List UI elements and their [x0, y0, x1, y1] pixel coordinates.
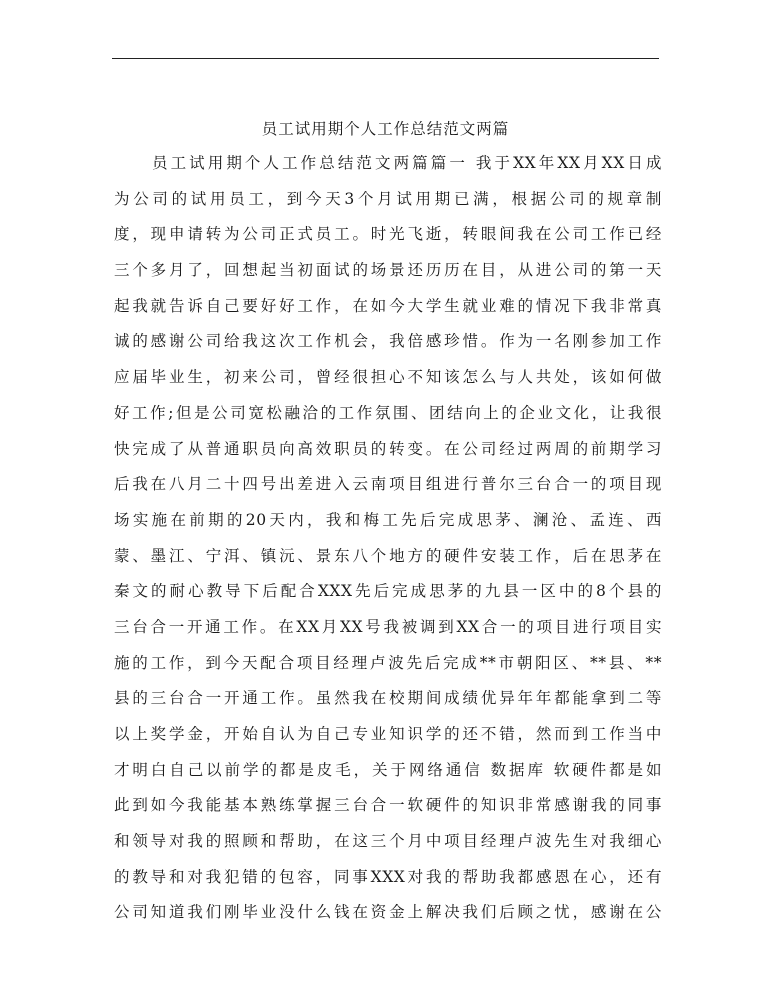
body-line: 才明白自己以前学的都是皮毛，关于网络通信 数据库 软硬件都是如: [114, 760, 662, 779]
body-line: 应届毕业生，初来公司，曾经很担心不知该怎么与人共处，该如何做: [114, 368, 662, 387]
body-line: 诚的感谢公司给我这次工作机会，我倍感珍惜。作为一名刚参加工作: [114, 332, 662, 351]
body-line: 后我在八月二十四号出差进入云南项目组进行普尔三台合一的项目现: [114, 475, 662, 494]
body-line: 和领导对我的照顾和帮助，在这三个月中项目经理卢波先生对我细心: [114, 832, 662, 851]
body-line: 三个多月了，回想起当初面试的场景还历历在目，从进公司的第一天: [114, 261, 662, 280]
body-line: 蒙、墨江、宁洱、镇沅、景东八个地方的硬件安装工作，后在思茅在: [114, 546, 662, 565]
body-line: 为公司的试用员工，到今天3个月试用期已满，根据公司的规章制: [114, 189, 662, 208]
body-line: 以上奖学金，开始自认为自己专业知识学的还不错，然而到工作当中: [114, 725, 662, 743]
body-line: 县的三台合一开通工作。虽然我在校期间成绩优异年年都能拿到二等: [114, 689, 662, 708]
body-line: 场实施在前期的20天内，我和梅工先后完成思茅、澜沧、孟连、西: [114, 510, 662, 529]
body-line: 员工试用期个人工作总结范文两篇篇一 我于XX年XX月XX日成: [152, 154, 662, 172]
document-body: [114, 151, 662, 936]
body-line: 秦文的耐心教导下后配合XXX先后完成思茅的九县一区中的8个县的: [114, 582, 662, 601]
document-title: 员工试用期个人工作总结范文两篇: [261, 120, 510, 138]
body-line: 快完成了从普通职员向高效职员的转变。在公司经过两周的前期学习: [114, 439, 662, 458]
body-line: 三台合一开通工作。在XX月XX号我被调到XX合一的项目进行项目实: [114, 617, 662, 636]
body-line: 的教导和对我犯错的包容，同事XXX对我的帮助我都感恩在心，还有: [114, 867, 662, 886]
header-rule: [112, 58, 659, 59]
body-line: 好工作;但是公司宽松融洽的工作氛围、团结向上的企业文化，让我很: [114, 403, 662, 422]
body-line: 度，现申请转为公司正式员工。时光飞逝，转眼间我在公司工作已经: [114, 225, 662, 244]
body-line: 起我就告诉自己要好好工作，在如今大学生就业难的情况下我非常真: [114, 296, 662, 315]
body-line: 施的工作，到今天配合项目经理卢波先后完成**市朝阳区、**县、**: [114, 653, 662, 672]
body-line: 此到如今我能基本熟练掌握三台合一软硬件的知识非常感谢我的同事: [114, 796, 662, 815]
body-line: 公司知道我们刚毕业没什么钱在资金上解决我们后顾之忧，感谢在公: [114, 903, 662, 922]
